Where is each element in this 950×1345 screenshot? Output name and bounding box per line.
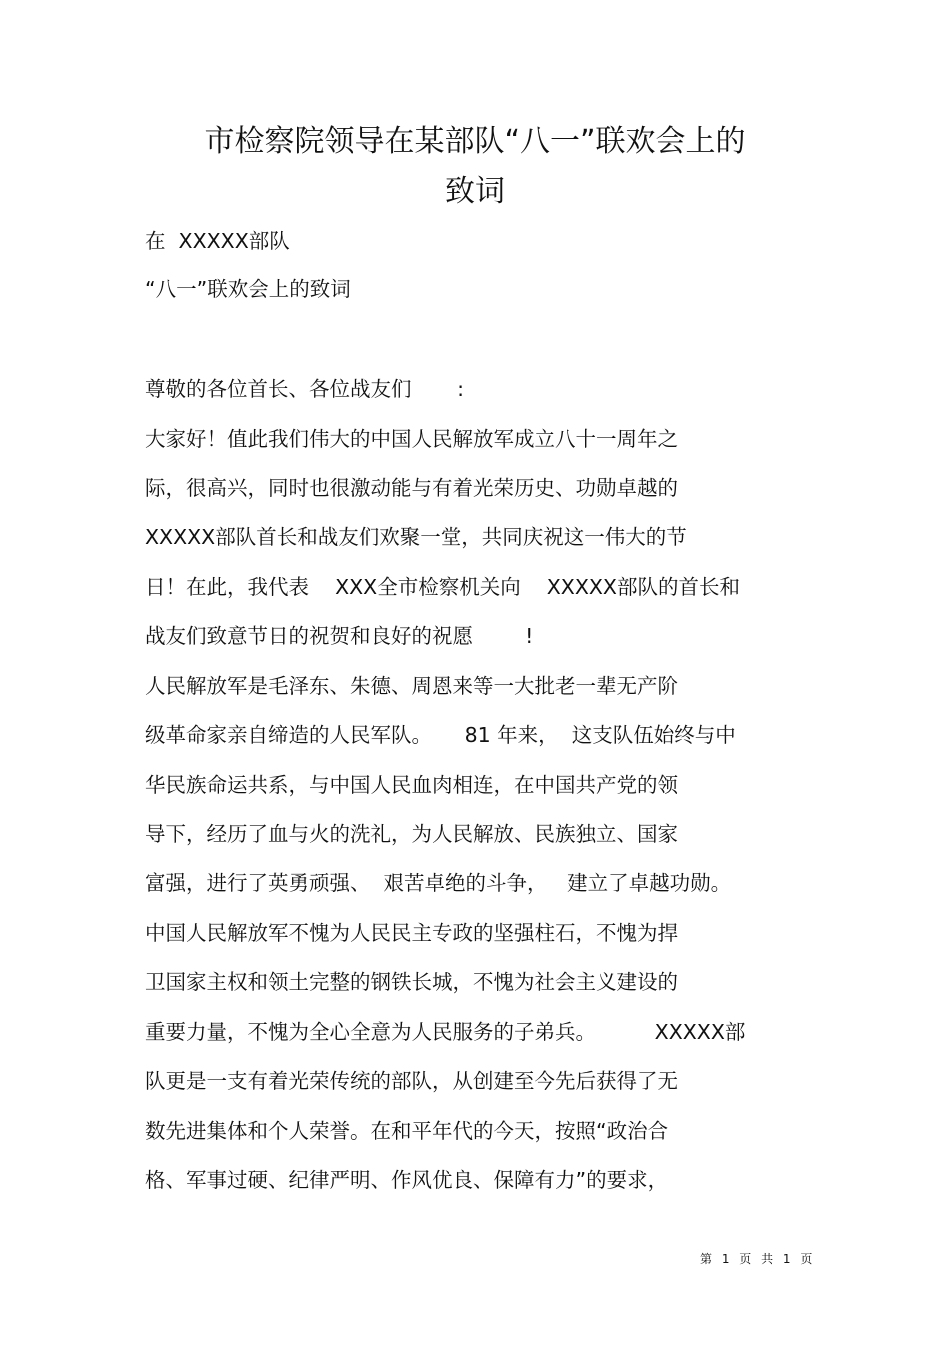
body-line: 数先进集体和个人荣誉。在和平年代的今天，按照“政治合 [145,1119,669,1143]
body-line: 大家好！值此我们伟大的中国人民解放军成立八十一周年之 [145,427,678,451]
subtitle-line: “八一”联欢会上的致词 [145,277,351,301]
body-line: 重要力量，不愧为全心全意为人民服务的子弟兵。 XXXXX部 [145,1020,746,1044]
body-line: 中国人民解放军不愧为人民民主专政的坚强柱石，不愧为捍 [145,921,678,945]
body-line: 导下，经历了血与火的洗礼，为人民解放、民族独立、国家 [145,822,678,846]
body-line: 卫国家主权和领土完整的钢铁长城，不愧为社会主义建设的 [145,970,678,994]
body-line: 日！在此，我代表 XXX全市检察机关向 XXXXX部队的首长和 [145,575,740,599]
body-line: 队更是一支有着光荣传统的部队，从创建至今先后获得了无 [145,1069,678,1093]
body-line: 华民族命运共系，与中国人民血肉相连，在中国共产党的领 [145,773,678,797]
title-line-1: 市检察院领导在某部队“八一”联欢会上的 [204,124,746,159]
body-line: 级革命家亲自缔造的人民军队。 81 年来， 这支队伍始终与中 [145,723,736,747]
body-line: 尊敬的各位首长、各位战友们 : [145,377,465,401]
body-line: XXXXX部队首长和战友们欢聚一堂，共同庆祝这一伟大的节 [145,525,687,549]
body-line: 战友们致意节日的祝贺和良好的祝愿 ! [145,624,534,648]
subtitle-line: 在 XXXXX部队 [145,229,290,253]
body-line: 富强，进行了英勇顽强、 艰苦卓绝的斗争， 建立了卓越功勋。 [145,871,732,895]
page-number-footer: 第 1 页 共 1 页 [700,1252,816,1266]
title-line-2: 致词 [445,174,505,209]
body-line: 际，很高兴，同时也很激动能与有着光荣历史、功勋卓越的 [145,476,678,500]
body-line: 格、军事过硬、纪律严明、作风优良、保障有力”的要求， [145,1168,669,1192]
body-line: 人民解放军是毛泽东、朱德、周恩来等一大批老一辈无产阶 [145,674,678,698]
